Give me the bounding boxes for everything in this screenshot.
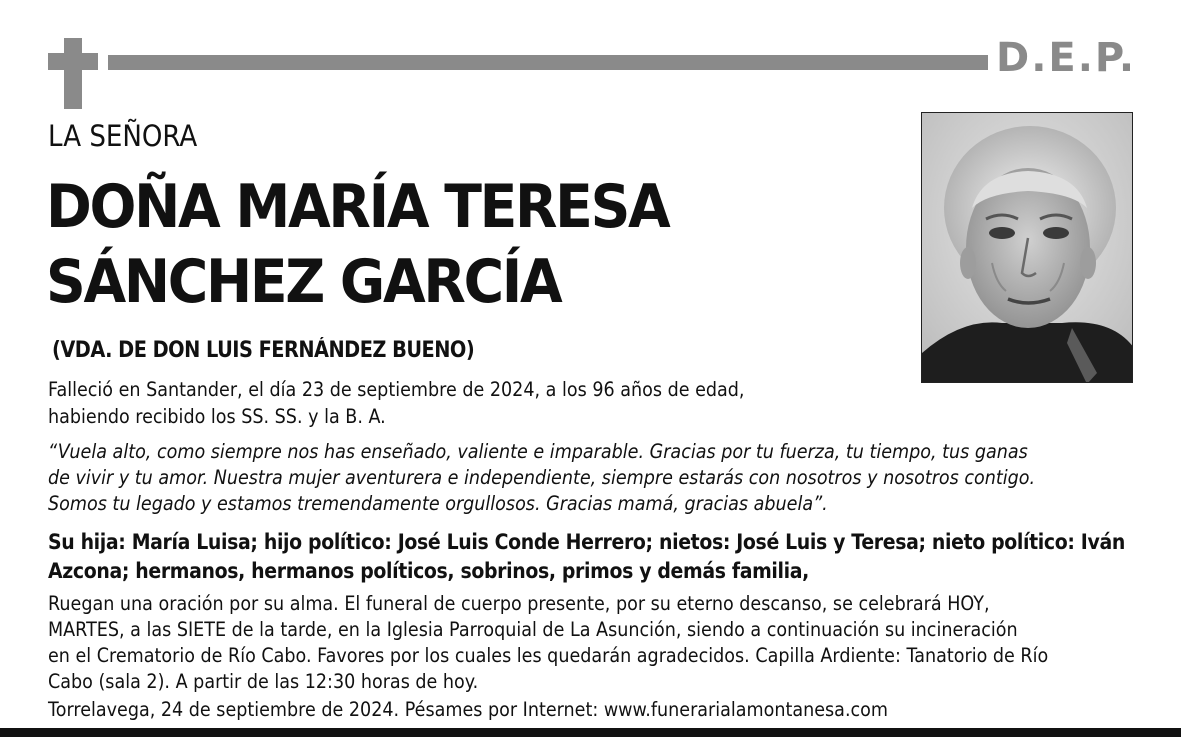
- memorial-quote: [48, 439, 1119, 517]
- death-notice-line: Falleció en Santander, el día 23 de septiembre de 2024, a los 96 años de edad,: [48, 378, 745, 401]
- family-line: Su hija: María Luisa; hijo político: José Luis Conde Herrero; nietos: José Luis y Teresa; nieto político: Iván: [48, 530, 1125, 554]
- family-list: [48, 528, 1125, 586]
- portrait-photo: [921, 112, 1133, 383]
- ceremony-line: Cabo (sala 2). A partir de las 12:30 horas de hoy.: [48, 670, 479, 693]
- footer-line: Torrelavega, 24 de septiembre de 2024. Pésames por Internet: www.funerarialamontanesa.com: [48, 698, 889, 721]
- death-notice: [48, 376, 858, 430]
- family-line: Azcona; hermanos, hermanos políticos, sobrinos, primos y demás familia,: [48, 559, 810, 583]
- widow-of: (VDA. DE DON LUIS FERNÁNDEZ BUENO): [52, 338, 475, 363]
- quote-line: de vivir y tu amor. Nuestra mujer aventurera e independiente, siempre estarás con nosotros y nosotros contigo.: [48, 466, 1036, 489]
- quote-line: Somos tu legado y estamos tremendamente orgullosos. Gracias mamá, gracias abuela”.: [48, 492, 828, 515]
- ceremony-line: MARTES, a las SIETE de la tarde, en la Iglesia Parroquial de La Asunción, siendo a continuación su incineración: [48, 618, 1018, 641]
- ceremony-details: [48, 591, 1119, 695]
- dep-label: D.E.P.: [996, 35, 1137, 81]
- footer-note: [48, 697, 1119, 723]
- ceremony-line: en el Crematorio de Río Cabo. Favores por los cuales les quedarán agradecidos. Capilla Ardiente: Tanatorio de Río: [48, 644, 1049, 667]
- name-line-2: SÁNCHEZ GARCÍA: [46, 247, 561, 317]
- quote-line: “Vuela alto, como siempre nos has enseñado, valiente e imparable. Gracias por tu fuerza, tu tiempo, tus ganas: [48, 440, 1028, 463]
- deceased-name: [46, 170, 668, 320]
- honorific: LA SEÑORA: [48, 119, 198, 153]
- death-notice-line: habiendo recibido los SS. SS. y la B. A.: [48, 405, 386, 428]
- cross-icon: [48, 38, 98, 109]
- bottom-rule: [0, 728, 1181, 737]
- header-rule: [108, 55, 988, 70]
- name-line-1: DOÑA MARÍA TERESA: [46, 172, 669, 242]
- ceremony-line: Ruegan una oración por su alma. El funeral de cuerpo presente, por su eterno descanso, se celebrará HOY,: [48, 592, 990, 615]
